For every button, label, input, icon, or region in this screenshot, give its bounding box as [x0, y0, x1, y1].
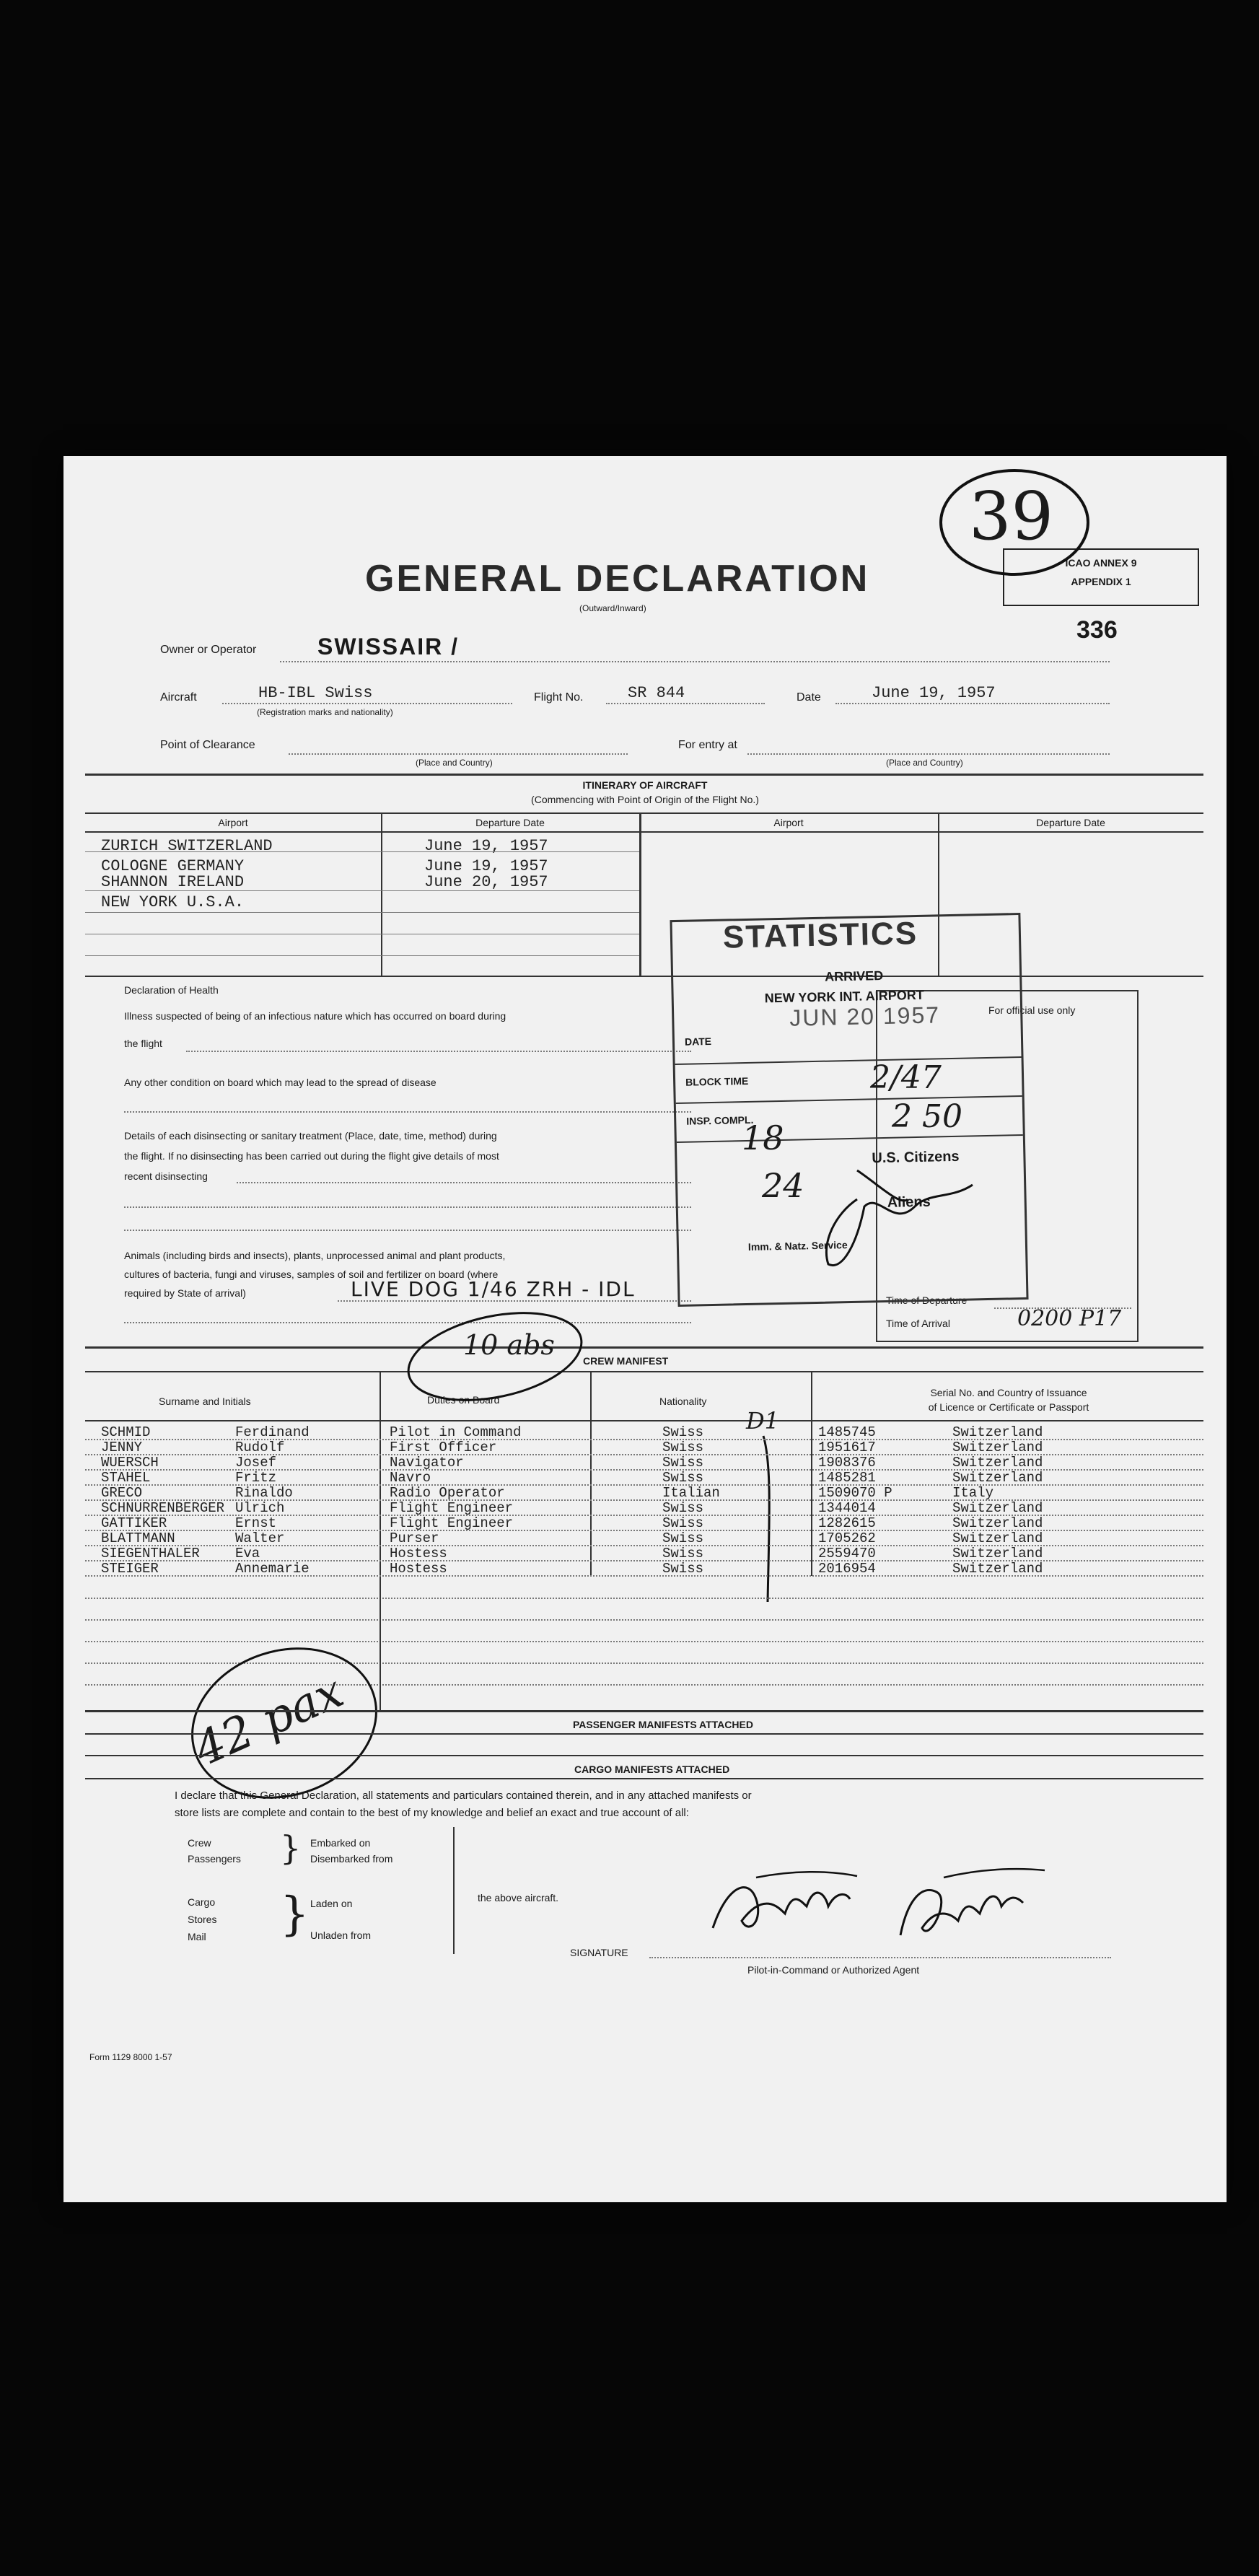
- passenger-manifests: PASSENGER MANIFESTS ATTACHED: [573, 1719, 753, 1730]
- crew-nationality: Swiss: [662, 1546, 704, 1561]
- crew-col-nationality: Nationality: [659, 1396, 707, 1407]
- crew-given-name: Eva: [235, 1546, 260, 1561]
- stamp-rule: [676, 1095, 1022, 1104]
- stamp-date-label: DATE: [684, 1035, 712, 1048]
- rule: [85, 1346, 1203, 1349]
- answer-line: [124, 1206, 691, 1208]
- crew-country: Switzerland: [952, 1561, 1043, 1577]
- answer-line: [124, 1111, 691, 1113]
- rule: [381, 890, 639, 891]
- stamp-hw-citizens: 18: [742, 1118, 784, 1157]
- crew-duty: Flight Engineer: [390, 1500, 514, 1516]
- itin-airport-2: COLOGNE GERMANY: [101, 857, 245, 875]
- arrival-time-label: Time of Arrival: [886, 1318, 950, 1329]
- owner-label: Owner or Operator: [160, 644, 257, 656]
- decl-mail: Mail: [188, 1931, 206, 1942]
- itin-airport-1: ZURICH SWITZERLAND: [101, 837, 273, 855]
- aircraft-value: HB-IBL Swiss: [258, 684, 373, 702]
- owner-value: SWISSAIR /: [317, 634, 460, 660]
- itin-col-date-2: Departure Date: [1036, 817, 1105, 828]
- crew-surname: GATTIKER: [101, 1515, 167, 1531]
- itinerary-subtitle: (Commencing with Point of Origin of the Flight No.): [531, 794, 759, 805]
- health-q3c: recent disinsecting: [124, 1170, 208, 1182]
- itin-date-1: June 19, 1957: [424, 837, 548, 855]
- crew-duty: Navigator: [390, 1455, 464, 1471]
- signature-label: SIGNATURE: [570, 1947, 628, 1958]
- health-q1a: Illness suspected of being of an infectious nature which has occurred on board during: [124, 1010, 506, 1022]
- signature-image: [706, 1856, 1110, 1957]
- rule: [85, 955, 639, 956]
- crew-duty: First Officer: [390, 1440, 497, 1455]
- rule: [85, 774, 1203, 776]
- cargo-manifests: CARGO MANIFESTS ATTACHED: [574, 1764, 730, 1775]
- table-row: [63, 1530, 1227, 1546]
- rule: [85, 812, 1203, 814]
- decl-unladen: Unladen from: [310, 1929, 372, 1941]
- itinerary-divider: [381, 812, 382, 976]
- rule: [85, 1710, 1203, 1712]
- crew-surname: GRECO: [101, 1485, 143, 1501]
- clearance-line: [289, 753, 628, 755]
- stamp-hw-aliens: 24: [762, 1166, 804, 1205]
- row-rule: [85, 1575, 1203, 1577]
- pax-hw: 42 pax: [186, 1665, 351, 1777]
- owner-line: [280, 661, 1110, 662]
- annex-line-1: ICAO ANNEX 9: [1065, 557, 1137, 569]
- brace-1: }: [280, 1828, 302, 1867]
- crew-serial: 1344014: [818, 1500, 876, 1516]
- table-row: [63, 1470, 1227, 1485]
- itin-col-airport-2: Airport: [773, 817, 804, 828]
- crew-col-duties: Duties on Board: [427, 1394, 500, 1406]
- aircraft-line: [222, 703, 512, 704]
- crew-country: Switzerland: [952, 1546, 1043, 1561]
- itinerary-divider: [639, 812, 641, 976]
- blank-crew-line: [85, 1619, 1203, 1621]
- crew-hw-mark: D1: [746, 1407, 780, 1434]
- stamp-block-time: BLOCK TIME: [685, 1074, 749, 1088]
- crew-nationality: Swiss: [662, 1530, 704, 1546]
- stamp-citizens: U.S. Citizens: [872, 1148, 960, 1167]
- arrival-time-value: 0200 P17: [1017, 1306, 1122, 1331]
- rule: [381, 851, 639, 852]
- signature-line: [649, 1957, 1111, 1958]
- flight-value: SR 844: [628, 684, 685, 702]
- health-q4c: required by State of arrival): [124, 1287, 246, 1299]
- itin-col-airport-1: Airport: [218, 817, 248, 828]
- decl-crew: Crew: [188, 1837, 211, 1849]
- crew-surname: WUERSCH: [101, 1455, 159, 1471]
- decl-laden: Laden on: [310, 1898, 353, 1909]
- table-row: [63, 1561, 1227, 1576]
- official-use-label: For official use only: [988, 1004, 1076, 1016]
- health-title: Declaration of Health: [124, 984, 219, 996]
- aircraft-note: (Registration marks and nationality): [257, 707, 393, 717]
- flight-line: [606, 703, 765, 704]
- declaration-text-2: store lists are complete and contain to the best of my knowledge and belief an exact and true account of all:: [175, 1807, 689, 1819]
- crew-nationality: Swiss: [662, 1561, 704, 1577]
- answer-line: [124, 1230, 691, 1231]
- health-q3a: Details of each disinsecting or sanitary treatment (Place, date, time, method) during: [124, 1130, 497, 1142]
- itin-airport-4: NEW YORK U.S.A.: [101, 893, 245, 911]
- itin-date-3: June 20, 1957: [424, 873, 548, 891]
- rule: [85, 976, 1203, 977]
- crew-given-name: Ernst: [235, 1515, 277, 1531]
- crew-col-serial-2: of Licence or Certificate or Passport: [928, 1401, 1089, 1413]
- stamp-number: 336: [1076, 616, 1118, 644]
- decl-cargo: Cargo: [188, 1896, 216, 1908]
- crew-serial: 2016954: [818, 1561, 876, 1577]
- crew-serial: 1951617: [818, 1440, 876, 1455]
- rule: [85, 890, 381, 891]
- table-row: [63, 1455, 1227, 1470]
- crew-country: Switzerland: [952, 1515, 1043, 1531]
- decl-divider: [453, 1827, 455, 1954]
- entry-label: For entry at: [678, 739, 737, 751]
- crew-col-serial-1: Serial No. and Country of Issuance: [930, 1387, 1087, 1398]
- table-row: [63, 1546, 1227, 1561]
- crew-nationality: Swiss: [662, 1500, 704, 1516]
- answer-line: [237, 1182, 691, 1183]
- brace-2: }: [280, 1888, 310, 1941]
- declaration-text-1: I declare that this General Declaration, all statements and particulars contained therein, and in any attached manifests or: [175, 1789, 752, 1802]
- table-row: [63, 1440, 1227, 1455]
- crew-given-name: Josef: [235, 1455, 277, 1471]
- crew-given-name: Fritz: [235, 1470, 277, 1486]
- rule: [85, 1733, 1203, 1735]
- crew-given-name: Rudolf: [235, 1440, 285, 1455]
- crew-surname: JENNY: [101, 1440, 143, 1455]
- decl-disembarked: Disembarked from: [310, 1853, 393, 1865]
- stamp-hw-block: 2/47: [870, 1059, 942, 1096]
- crew-serial: 1282615: [818, 1515, 876, 1531]
- departure-time-label: Time of Departure: [886, 1294, 968, 1306]
- form-title: GENERAL DECLARATION: [365, 558, 870, 600]
- crew-surname: SCHMID: [101, 1424, 151, 1440]
- table-row: [63, 1500, 1227, 1515]
- aircraft-label: Aircraft: [160, 691, 197, 704]
- crew-nationality: Swiss: [662, 1470, 704, 1486]
- decl-above: the above aircraft.: [478, 1892, 559, 1903]
- crew-nationality: Swiss: [662, 1424, 704, 1440]
- crew-given-name: Walter: [235, 1530, 285, 1546]
- rule: [85, 851, 381, 852]
- stamp-arrived: ARRIVED: [824, 968, 884, 984]
- crew-country: Italy: [952, 1485, 994, 1501]
- crew-serial: 1485745: [818, 1424, 876, 1440]
- crew-country: Switzerland: [952, 1530, 1043, 1546]
- clearance-note: (Place and Country): [416, 758, 493, 768]
- rule: [85, 912, 639, 913]
- decl-embarked: Embarked on: [310, 1837, 371, 1849]
- table-row: [63, 1424, 1227, 1440]
- crew-nationality: Italian: [662, 1485, 720, 1501]
- health-q2: Any other condition on board which may lead to the spread of disease: [124, 1077, 437, 1088]
- crew-given-name: Ulrich: [235, 1500, 285, 1516]
- crew-surname: STAHEL: [101, 1470, 151, 1486]
- date-value: June 19, 1957: [872, 684, 996, 702]
- crew-duty: Radio Operator: [390, 1485, 505, 1501]
- crew-country: Switzerland: [952, 1500, 1043, 1516]
- itin-airport-3: SHANNON IRELAND: [101, 873, 245, 891]
- table-row: [63, 1515, 1227, 1530]
- rule: [85, 831, 1203, 833]
- crew-title: CREW MANIFEST: [583, 1355, 669, 1367]
- general-declaration-form: [63, 456, 1227, 2202]
- form-number: Form 1129 8000 1-57: [89, 2052, 172, 2062]
- itin-col-date-1: Departure Date: [475, 817, 545, 828]
- entry-note: (Place and Country): [886, 758, 963, 768]
- date-line: [835, 703, 1110, 704]
- duties-hw: 10 abs: [463, 1329, 555, 1361]
- stamp-airport: NEW YORK INT. AIRPORT: [764, 987, 924, 1006]
- crew-nationality: Swiss: [662, 1515, 704, 1531]
- crew-serial: 2559470: [818, 1546, 876, 1561]
- form-subtitle: (Outward/Inward): [579, 603, 646, 613]
- stamp-date: JUN 20 1957: [789, 1002, 941, 1031]
- crew-surname: STEIGER: [101, 1561, 159, 1577]
- answer-line: [338, 1300, 691, 1302]
- crew-given-name: Rinaldo: [235, 1485, 293, 1501]
- health-q3b: the flight. If no disinsecting has been carried out during the flight give details of most: [124, 1150, 499, 1162]
- crew-given-name: Annemarie: [235, 1561, 310, 1577]
- decl-stores: Stores: [188, 1914, 217, 1925]
- crew-surname: SIEGENTHALER: [101, 1546, 200, 1561]
- date-label: Date: [797, 691, 821, 704]
- entry-line: [747, 753, 1110, 755]
- crew-surname: SCHNURRENBERGER: [101, 1500, 225, 1516]
- stamp-insp: INSP. COMPL.: [686, 1113, 754, 1127]
- itinerary-title: ITINERARY OF AIRCRAFT: [582, 779, 708, 791]
- stamp-rule: [675, 1056, 1022, 1065]
- crew-country: Switzerland: [952, 1455, 1043, 1471]
- crew-serial: 1908376: [818, 1455, 876, 1471]
- rule: [85, 1371, 1203, 1372]
- itin-date-2: June 19, 1957: [424, 857, 548, 875]
- stamp-rule: [677, 1134, 1023, 1143]
- crew-duty: Purser: [390, 1530, 439, 1546]
- answer-line: [186, 1051, 691, 1052]
- rule: [85, 1420, 1203, 1421]
- crew-serial: 1509070 P: [818, 1485, 892, 1501]
- crew-duty: Flight Engineer: [390, 1515, 514, 1531]
- crew-duty: Pilot in Command: [390, 1424, 522, 1440]
- crew-country: Switzerland: [952, 1424, 1043, 1440]
- crew-country: Switzerland: [952, 1470, 1043, 1486]
- stamp-title: STATISTICS: [722, 915, 918, 955]
- crew-serial: 1485281: [818, 1470, 876, 1486]
- crew-country: Switzerland: [952, 1440, 1043, 1455]
- crew-given-name: Ferdinand: [235, 1424, 310, 1440]
- rule: [85, 1778, 1203, 1779]
- page-number-handwritten: 39: [969, 478, 1054, 555]
- crew-nationality: Swiss: [662, 1440, 704, 1455]
- crew-serial: 1705262: [818, 1530, 876, 1546]
- blank-crew-line: [85, 1598, 1203, 1599]
- annex-line-2: APPENDIX 1: [1071, 576, 1131, 587]
- animals-value: LIVE DOG 1/46 ZRH - IDL: [351, 1277, 636, 1301]
- decl-passengers: Passengers: [188, 1853, 241, 1865]
- health-q4b: cultures of bacteria, fungi and viruses, samples of soil and fertilizer on board (where: [124, 1269, 499, 1280]
- clearance-label: Point of Clearance: [160, 739, 255, 751]
- flight-label: Flight No.: [534, 691, 584, 704]
- crew-duty: Hostess: [390, 1561, 447, 1577]
- rule: [85, 1755, 1203, 1756]
- stamp-service: Imm. & Natz. Service: [747, 1239, 848, 1253]
- signature-caption: Pilot-in-Command or Authorized Agent: [747, 1964, 920, 1976]
- stamp-hw-compl: 2 50: [892, 1098, 962, 1135]
- health-q4a: Animals (including birds and insects), plants, unprocessed animal and plant products,: [124, 1250, 506, 1261]
- crew-surname: BLATTMANN: [101, 1530, 175, 1546]
- crew-nationality: Swiss: [662, 1455, 704, 1471]
- stamp-aliens: Aliens: [887, 1193, 931, 1211]
- crew-duty: Hostess: [390, 1546, 447, 1561]
- stamp-hw-scribbles: [778, 1163, 1009, 1279]
- health-q1b: the flight: [124, 1038, 162, 1049]
- blank-crew-line: [85, 1641, 1203, 1642]
- crew-col-name: Surname and Initials: [159, 1396, 251, 1407]
- table-row: [63, 1485, 1227, 1500]
- crew-duty: Navro: [390, 1470, 431, 1486]
